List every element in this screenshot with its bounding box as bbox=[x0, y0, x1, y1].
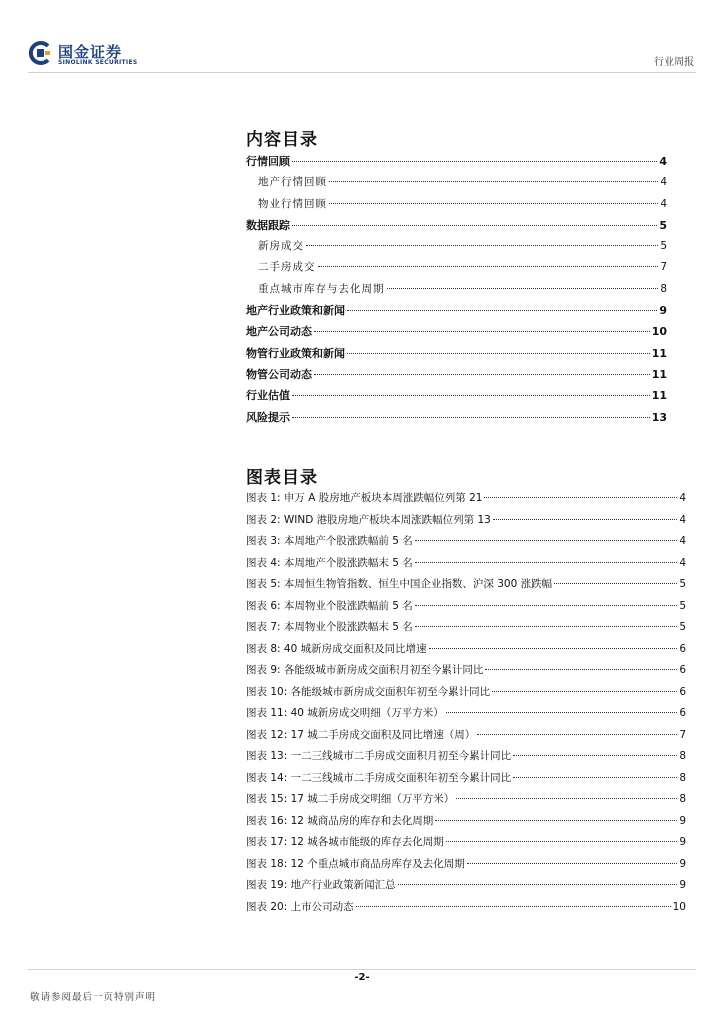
toc-section-entry[interactable] bbox=[246, 302, 667, 323]
entry-page-number: 6 bbox=[679, 642, 686, 655]
figure-entry[interactable] bbox=[246, 748, 686, 770]
figure-entry[interactable] bbox=[246, 684, 686, 706]
figures-list bbox=[246, 490, 686, 920]
entry-label: 图表 4: 本周地产个股涨跌幅末 5 名 bbox=[246, 556, 413, 569]
figure-entry[interactable] bbox=[246, 791, 686, 813]
figure-entry[interactable] bbox=[246, 662, 686, 684]
figures-title: 图表目录 bbox=[246, 468, 318, 488]
entry-label: 图表 16: 12 城商品房的库存和去化周期 bbox=[246, 814, 434, 827]
toc-subsection-entry[interactable] bbox=[246, 281, 667, 302]
entry-page-number: 9 bbox=[679, 836, 686, 848]
toc-section-entry[interactable] bbox=[246, 409, 667, 430]
entry-label: 图表 2: WIND 港股房地产板块本周涨跌幅位列第 13 bbox=[246, 513, 491, 526]
entry-page-number: 7 bbox=[660, 261, 667, 274]
entry-page-number: 6 bbox=[679, 685, 686, 698]
dot-leader bbox=[306, 245, 658, 246]
dot-leader bbox=[329, 181, 658, 182]
dot-leader bbox=[398, 884, 678, 885]
dot-leader bbox=[484, 497, 677, 498]
entry-page-number: 5 bbox=[660, 240, 667, 253]
dot-leader bbox=[446, 712, 678, 713]
entry-page-number: 9 bbox=[679, 879, 686, 891]
entry-label: 行业估值 bbox=[246, 389, 290, 403]
footer-divider bbox=[28, 969, 696, 970]
toc-section-entry[interactable] bbox=[246, 217, 667, 238]
dot-leader bbox=[415, 605, 678, 606]
toc-section-entry[interactable] bbox=[246, 153, 667, 174]
dot-leader bbox=[467, 863, 678, 864]
entry-label: 新房成交 bbox=[258, 240, 304, 253]
dot-leader bbox=[292, 225, 657, 226]
figure-entry[interactable] bbox=[246, 877, 686, 899]
entry-label: 物业行情回顾 bbox=[258, 197, 327, 210]
entry-label: 物管行业政策和新闻 bbox=[246, 346, 345, 360]
entry-page-number: 11 bbox=[651, 389, 667, 403]
entry-label: 图表 9: 各能级城市新房成交面积月初至今累计同比 bbox=[246, 664, 484, 676]
entry-label: 重点城市库存与去化周期 bbox=[258, 282, 385, 295]
figure-entry[interactable] bbox=[246, 555, 686, 577]
entry-label: 图表 18: 12 个重点城市商品房库存及去化周期 bbox=[246, 857, 465, 870]
entry-label: 图表 19: 地产行业政策新闻汇总 bbox=[246, 879, 396, 891]
contents-title: 内容目录 bbox=[246, 130, 318, 150]
dot-leader bbox=[292, 395, 650, 396]
entry-page-number: 6 bbox=[679, 664, 686, 676]
dot-leader bbox=[492, 691, 677, 692]
entry-page-number: 4 bbox=[679, 513, 686, 526]
entry-page-number: 8 bbox=[679, 750, 686, 762]
figure-entry[interactable] bbox=[246, 598, 686, 620]
dot-leader bbox=[292, 417, 650, 418]
contents-list bbox=[246, 153, 667, 430]
entry-page-number: 4 bbox=[679, 556, 686, 569]
dot-leader bbox=[314, 331, 650, 332]
figure-entry[interactable] bbox=[246, 576, 686, 598]
entry-page-number: 5 bbox=[679, 621, 686, 633]
figure-entry[interactable] bbox=[246, 533, 686, 555]
entry-page-number: 11 bbox=[651, 367, 667, 381]
figure-entry[interactable] bbox=[246, 899, 686, 921]
logo-text-en: SINOLINK SECURITIES bbox=[58, 59, 138, 66]
entry-label: 图表 14: 一二三线城市二手房成交面积年初至今累计同比 bbox=[246, 771, 512, 784]
figure-entry[interactable] bbox=[246, 619, 686, 641]
entry-label: 图表 17: 12 城各城市能级的库存去化周期 bbox=[246, 836, 444, 848]
entry-label: 图表 7: 本周物业个股涨跌幅末 5 名 bbox=[246, 621, 413, 633]
dot-leader bbox=[314, 374, 650, 375]
dot-leader bbox=[329, 203, 658, 204]
header-divider bbox=[28, 72, 696, 73]
company-logo bbox=[28, 40, 168, 70]
dot-leader bbox=[318, 266, 659, 267]
figure-entry[interactable] bbox=[246, 490, 686, 512]
dot-leader bbox=[435, 820, 677, 821]
entry-label: 图表 1: 申万 A 股房地产板块本周涨跌幅位列第 21 bbox=[246, 492, 483, 504]
disclaimer-text: 敬请参阅最后一页特别声明 bbox=[30, 992, 157, 1003]
report-type-label: 行业周报 bbox=[654, 57, 694, 68]
entry-label: 图表 3: 本周地产个股涨跌幅前 5 名 bbox=[246, 535, 413, 547]
entry-page-number: 4 bbox=[659, 155, 667, 168]
entry-page-number: 9 bbox=[679, 857, 686, 870]
entry-label: 数据跟踪 bbox=[246, 218, 290, 232]
dot-leader bbox=[415, 562, 678, 563]
entry-label: 图表 11: 40 城新房成交明细（万平方米） bbox=[246, 707, 444, 719]
entry-label: 行情回顾 bbox=[246, 155, 290, 168]
toc-section-entry[interactable] bbox=[246, 387, 667, 408]
dot-leader bbox=[513, 755, 677, 756]
entry-label: 地产行业政策和新闻 bbox=[246, 304, 345, 318]
entry-page-number: 9 bbox=[679, 814, 686, 827]
figure-entry[interactable] bbox=[246, 834, 686, 856]
dot-leader bbox=[415, 626, 678, 627]
dot-leader bbox=[513, 777, 677, 778]
entry-page-number: 10 bbox=[651, 325, 667, 339]
dot-leader bbox=[347, 353, 650, 354]
entry-page-number: 6 bbox=[679, 707, 686, 719]
figure-entry[interactable] bbox=[246, 727, 686, 749]
entry-page-number: 8 bbox=[679, 771, 686, 784]
dot-leader bbox=[446, 841, 678, 842]
dot-leader bbox=[415, 540, 678, 541]
entry-label: 地产公司动态 bbox=[246, 325, 312, 339]
figure-entry[interactable] bbox=[246, 856, 686, 878]
dot-leader bbox=[485, 669, 677, 670]
entry-page-number: 11 bbox=[651, 346, 667, 360]
dot-leader bbox=[456, 798, 677, 799]
dot-leader bbox=[347, 310, 657, 311]
toc-section-entry[interactable] bbox=[246, 323, 667, 344]
figure-entry[interactable] bbox=[246, 813, 686, 835]
toc-subsection-entry[interactable] bbox=[246, 196, 667, 217]
figure-entry[interactable] bbox=[246, 705, 686, 727]
toc-section-entry[interactable] bbox=[246, 345, 667, 366]
entry-label: 地产行情回顾 bbox=[258, 176, 327, 189]
entry-page-number: 7 bbox=[679, 728, 686, 741]
entry-label: 图表 15: 17 城二手房成交明细（万平方米） bbox=[246, 793, 455, 805]
entry-label: 图表 5: 本周恒生物管指数、恒生中国企业指数、沪深 300 涨跌幅 bbox=[246, 578, 553, 590]
entry-page-number: 13 bbox=[651, 410, 667, 424]
entry-page-number: 10 bbox=[672, 900, 686, 913]
entry-label: 图表 12: 17 城二手房成交面积及同比增速（周） bbox=[246, 728, 476, 741]
figure-entry[interactable] bbox=[246, 770, 686, 792]
dot-leader bbox=[554, 583, 677, 584]
entry-label: 物管公司动态 bbox=[246, 367, 312, 381]
entry-label: 图表 20: 上市公司动态 bbox=[246, 900, 354, 913]
entry-page-number: 8 bbox=[660, 282, 667, 295]
entry-label: 图表 13: 一二三线城市二手房成交面积月初至今累计同比 bbox=[246, 750, 512, 762]
logo-mark-icon bbox=[28, 41, 52, 65]
dot-leader bbox=[477, 734, 677, 735]
figure-entry[interactable] bbox=[246, 512, 686, 534]
logo-text-cn: 国金证券 bbox=[58, 43, 123, 61]
entry-page-number: 5 bbox=[679, 578, 686, 590]
page-number: -2- bbox=[354, 972, 370, 983]
entry-page-number: 9 bbox=[659, 304, 667, 318]
toc-subsection-entry[interactable] bbox=[246, 238, 667, 259]
dot-leader bbox=[493, 519, 677, 520]
figure-entry[interactable] bbox=[246, 641, 686, 663]
toc-subsection-entry[interactable] bbox=[246, 174, 667, 195]
toc-subsection-entry[interactable] bbox=[246, 259, 667, 280]
entry-page-number: 4 bbox=[679, 535, 686, 547]
dot-leader bbox=[429, 648, 678, 649]
entry-label: 风险提示 bbox=[246, 410, 290, 424]
entry-label: 图表 6: 本周物业个股涨跌幅前 5 名 bbox=[246, 599, 413, 612]
entry-page-number: 4 bbox=[660, 197, 667, 210]
entry-page-number: 8 bbox=[679, 793, 686, 805]
entry-label: 图表 8: 40 城新房成交面积及同比增速 bbox=[246, 642, 427, 655]
entry-page-number: 4 bbox=[679, 492, 686, 504]
dot-leader bbox=[387, 288, 659, 289]
entry-label: 二手房成交 bbox=[258, 261, 316, 274]
page-header bbox=[0, 0, 724, 80]
toc-section-entry[interactable] bbox=[246, 366, 667, 387]
entry-page-number: 5 bbox=[679, 599, 686, 612]
entry-page-number: 5 bbox=[659, 218, 667, 232]
entry-label: 图表 10: 各能级城市新房成交面积年初至今累计同比 bbox=[246, 685, 491, 698]
dot-leader bbox=[292, 161, 657, 162]
entry-page-number: 4 bbox=[660, 176, 667, 189]
dot-leader bbox=[356, 906, 671, 907]
